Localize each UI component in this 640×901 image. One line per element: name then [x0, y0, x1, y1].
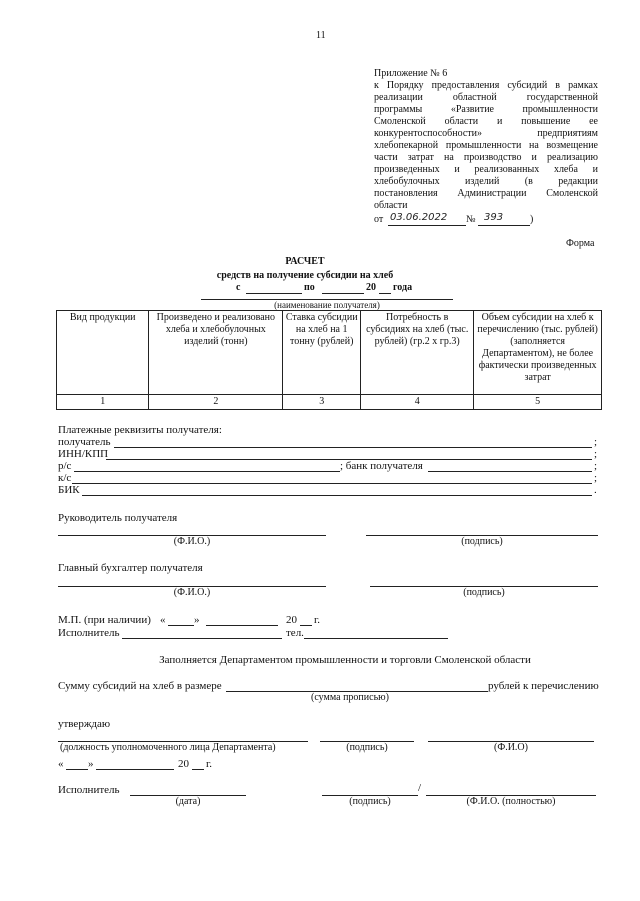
requisites-corr: к/с — [58, 472, 72, 484]
appendix-line: произведенных и реализованных хлеба и — [374, 164, 598, 175]
approve-year: 20 — [178, 758, 189, 770]
requisites-recipient: получатель — [58, 436, 111, 448]
department-heading: Заполняется Департаментом промышленности и торговли Смоленской области — [159, 654, 531, 666]
appendix-number: 393 — [484, 212, 504, 223]
stamp-executor: Исполнитель — [58, 627, 120, 639]
period-year: 20 — [366, 282, 376, 293]
sum-label: Сумму субсидий на хлеб в размере — [58, 680, 222, 692]
header-produced: Произведено и реализовано хлеба и хлебобулочных изделий (тонн) — [149, 311, 283, 395]
appendix-line: программы «Развитие промышленности — [374, 104, 598, 115]
appendix-line: хлебопекарной промышленности на возмещение — [374, 140, 598, 151]
header-product-type: Вид продукции — [57, 311, 149, 395]
stamp-mp: М.П. (при наличии) — [58, 614, 151, 626]
stamp-phone: тел. — [286, 627, 304, 639]
appendix-line: постановления Администрации Смоленской — [374, 188, 598, 199]
page-number: 11 — [316, 30, 326, 41]
period-to: по — [304, 282, 315, 293]
sum-caption: (сумма прописью) — [311, 692, 389, 703]
approve-label: утверждаю — [58, 718, 111, 730]
exec-sign-caption: (подпись) — [349, 796, 391, 807]
period-year-suffix: года — [393, 282, 413, 293]
column-number: 1 — [57, 395, 149, 410]
head-sign-caption: (подпись) — [461, 536, 503, 547]
appendix-number-prefix: № — [466, 214, 476, 225]
accountant-label: Главный бухгалтер получателя — [58, 562, 203, 574]
approve-fio-caption: (Ф.И.О) — [493, 742, 528, 753]
semicolon: ; — [594, 472, 598, 484]
semicolon: ; — [594, 436, 598, 448]
doc-title: РАСЧЕТ — [285, 256, 325, 267]
header-volume: Объем субсидии на хлеб к перечислению (тыс. рублей) (заполняется Департаментом), не более фактически произведенных затрат — [474, 311, 602, 395]
appendix-close: ) — [530, 214, 534, 225]
head-label: Руководитель получателя — [58, 512, 178, 524]
appendix-from: от — [374, 214, 384, 225]
appendix-line: части затрат на производство и реализацию — [374, 152, 598, 163]
accountant-sign-caption: (подпись) — [463, 587, 505, 598]
close-quote: » — [194, 614, 200, 626]
requisites-account: р/с — [58, 460, 72, 472]
column-number: 4 — [361, 395, 474, 410]
form-label: Форма — [566, 238, 595, 249]
requisites-bank: ; банк получателя — [340, 460, 423, 472]
exec-fio-caption: (Ф.И.О. (полностью) — [466, 796, 556, 807]
column-number: 3 — [283, 395, 361, 410]
open-quote: « — [160, 614, 166, 626]
appendix-line: Смоленской области и повышение ее — [374, 116, 598, 127]
requisites-inn: ИНН/КПП — [58, 448, 109, 460]
appendix-line: реализации областной государственной — [374, 92, 598, 103]
appendix-text — [374, 80, 598, 212]
dept-executor: Исполнитель — [58, 784, 120, 796]
period-from: с — [236, 282, 241, 293]
dot: . — [594, 484, 597, 496]
appendix-date: 03.06.2022 — [390, 212, 448, 223]
requisites-heading: Платежные реквизиты получателя: — [58, 424, 222, 436]
head-fio-caption: (Ф.И.О.) — [173, 536, 211, 547]
recipient-caption: (наименование получателя) — [274, 300, 380, 310]
open-quote: « — [58, 758, 64, 770]
approve-sign-caption: (подпись) — [346, 742, 388, 753]
slash: / — [418, 782, 422, 794]
approve-year-suffix: г. — [206, 758, 213, 770]
header-need: Потребность в субсидиях на хлеб (тыс. рублей) (гр.2 х гр.3) — [361, 311, 474, 395]
appendix-line: к Порядку предоставления субсидий в рамках — [374, 80, 598, 91]
semicolon: ; — [594, 448, 598, 460]
appendix-line: области — [374, 200, 408, 211]
header-rate: Ставка субсидии на хлеб на 1 тонну (рублей) — [283, 311, 361, 395]
stamp-year-suffix: г. — [314, 614, 321, 626]
date-caption: (дата) — [175, 796, 201, 807]
column-number: 2 — [149, 395, 283, 410]
semicolon: ; — [594, 460, 598, 472]
appendix-line: хлебобулочных изделий (в редакции — [374, 176, 598, 187]
appendix-line: конкурентоспособности» предприятиям — [374, 128, 598, 139]
appendix-title: Приложение № 6 — [374, 68, 448, 79]
requisites-bik: БИК — [58, 484, 80, 496]
close-quote: » — [88, 758, 94, 770]
doc-subtitle: средств на получение субсидии на хлеб — [216, 270, 394, 281]
column-number: 5 — [474, 395, 602, 410]
position-caption: (должность уполномоченного лица Департамента) — [60, 742, 276, 753]
accountant-fio-caption: (Ф.И.О.) — [173, 587, 211, 598]
sum-suffix: рублей к перечислению — [488, 680, 599, 692]
subsidy-table — [56, 310, 602, 410]
stamp-year: 20 — [286, 614, 297, 626]
